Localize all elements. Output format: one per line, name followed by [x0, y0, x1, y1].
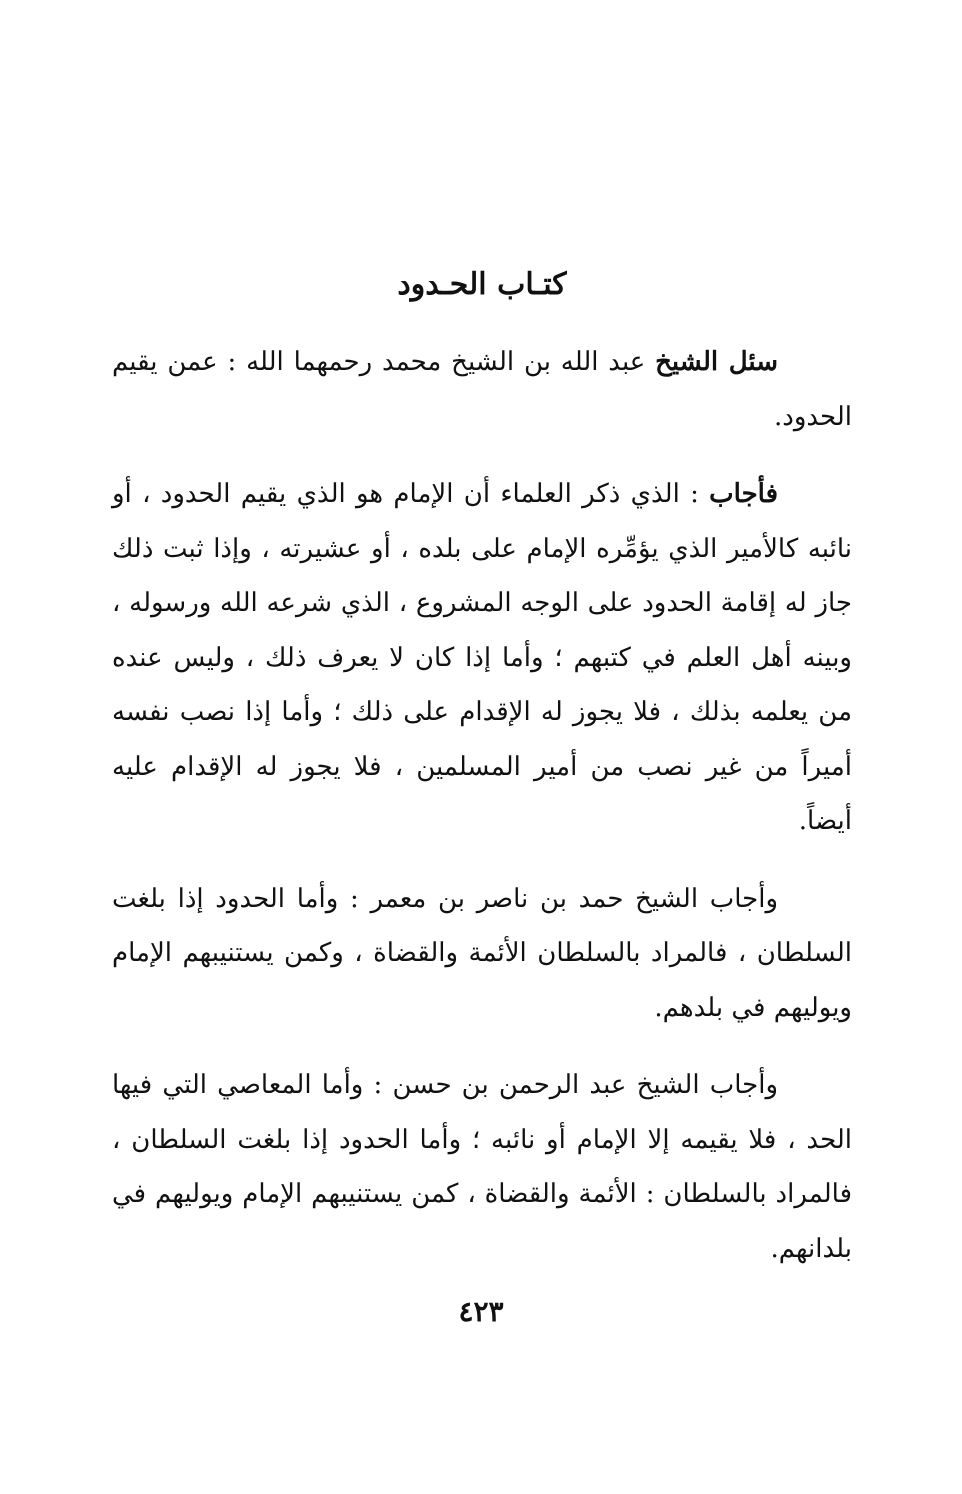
- chapter-title: كتـاب الحـدود: [397, 267, 567, 302]
- answer-2-text: وأجاب الشيخ حمد بن ناصر بن معمر : وأما الحدود إذا بلغت السلطان ، فالمراد بالسلطان الأئمة والقضاة ، وكمن يستنيبهم الإمام ويوليهم في بلدهم.: [112, 883, 852, 1023]
- page-number: ٤٢٣: [458, 1295, 504, 1328]
- answer-1-text: : الذي ذكر العلماء أن الإمام هو الذي يقيم الحدود ، أو نائبه كالأمير الذي يؤمِّره الإمام على بلده ، أو عشيرته ، وإذا ثبت ذلك جاز له إقامة الحدود على الوجه المشروع ، الذي شرعه الله ورسوله ، وبينه أهل العلم في كتبهم ؛ وأما إذا كان لا يعرف ذلك ، وليس عنده من يعلمه بذلك ، فلا يجوز له الإقدام على ذلك ؛ وأما إذا نصب نفسه أميراً من غير نصب من أمير المسلمين ، فلا يجوز له الإقدام عليه أيضاً.: [112, 479, 852, 836]
- question-text: عبد الله بن الشيخ محمد رحمهما الله : عمن يقيم الحدود.: [112, 347, 852, 432]
- answer-3-text: وأجاب الشيخ عبد الرحمن بن حسن : وأما المعاصي التي فيها الحد ، فلا يقيمه إلا الإمام أو نائبه ؛ وأما الحدود إذا بلغت السلطان ، فالمراد بالسلطان : الأئمة والقضاة ، كمن يستنيبهم الإمام ويوليهم في بلدانهم.: [112, 1070, 852, 1264]
- page-body: [112, 255, 852, 1299]
- answer-1-lead: فأجاب: [709, 479, 778, 509]
- paragraph-answer-1: [112, 467, 852, 849]
- question-lead: سئل الشيخ: [655, 347, 779, 377]
- paragraph-question: [112, 335, 852, 444]
- paragraph-answer-2: [112, 872, 852, 1036]
- paragraph-answer-3: [112, 1058, 852, 1276]
